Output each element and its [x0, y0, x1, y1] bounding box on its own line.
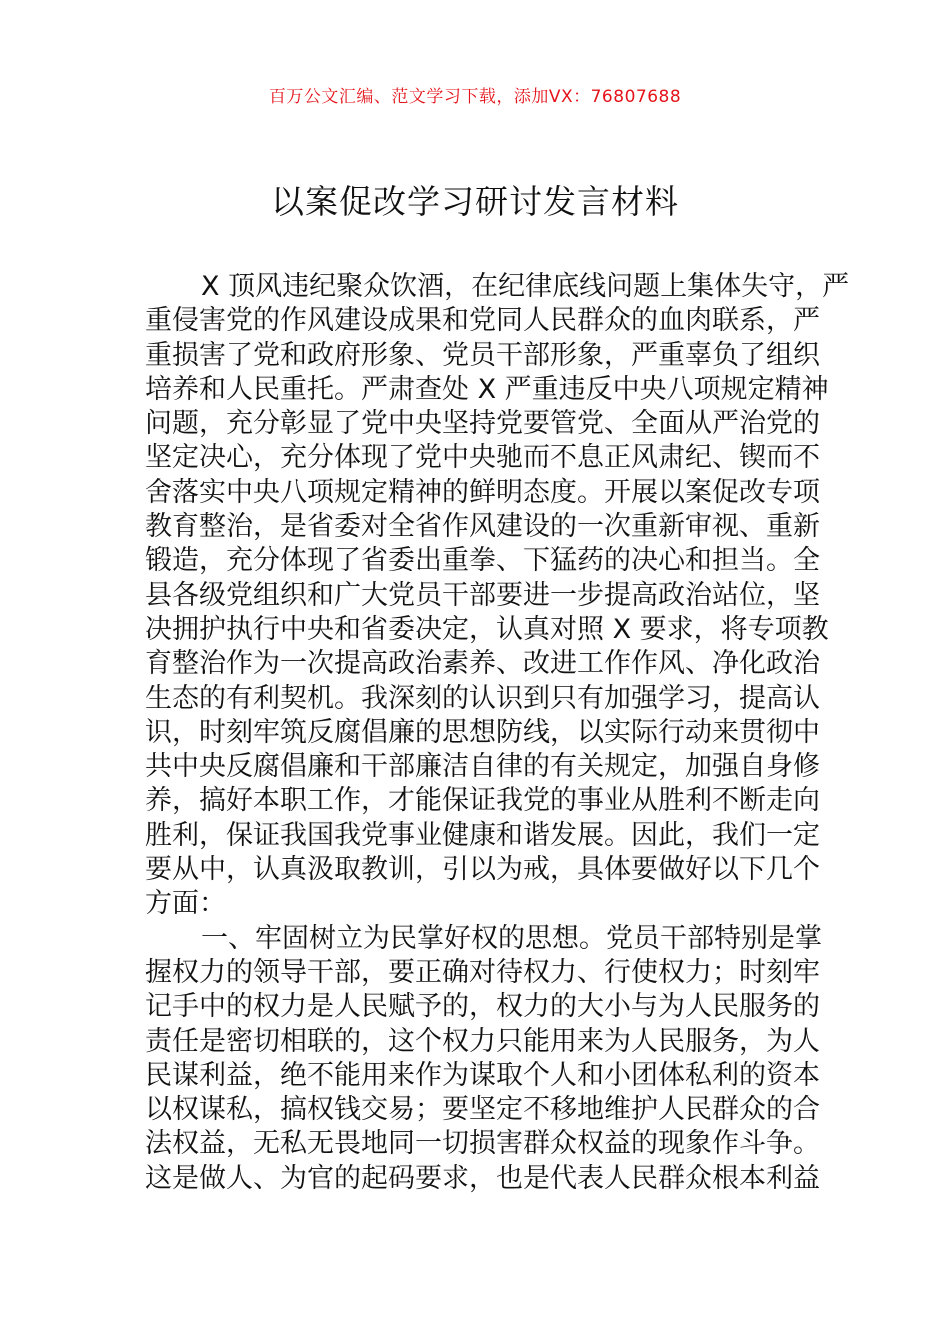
paragraph-2-line-5: 民谋利益，绝不能用来作为谋取个人和小团体私利的资本	[145, 1059, 820, 1091]
paragraph-1-line-12: 育整治作为一次提高政治素养、改进工作作风、净化政治	[145, 648, 820, 680]
paragraph-2-line-2: 握权力的领导干部，要正确对待权力、行使权力；时刻牢	[145, 956, 820, 988]
paragraph-1-line-19: 方面：	[145, 888, 226, 920]
paragraph-1-line-2: 重侵害党的作风建设成果和党同人民群众的血肉联系，严	[145, 305, 820, 337]
paragraph-1-line-15: 共中央反腐倡廉和干部廉洁自律的有关规定，加强自身修	[145, 751, 820, 783]
paragraph-2-line-7: 法权益，无私无畏地同一切损害群众权益的现象作斗争。	[145, 1128, 820, 1160]
paragraph-1-line-6: 坚定决心，充分体现了党中央驰而不息正风肃纪、锲而不	[145, 442, 820, 474]
header-promo-note: 百万公文汇编、范文学习下载，添加VX：76807688	[268, 87, 682, 107]
paragraph-1-line-18: 要从中，认真汲取教训，引以为戒，具体要做好以下几个	[145, 854, 820, 886]
paragraph-2-line-8: 这是做人、为官的起码要求，也是代表人民群众根本利益	[145, 1162, 820, 1194]
paragraph-1-line-5: 问题，充分彰显了党中央坚持党要管党、全面从严治党的	[145, 408, 820, 440]
paragraph-1-line-11: 决拥护执行中央和省委决定，认真对照 X 要求，将专项教	[145, 613, 829, 645]
paragraph-2-line-6: 以权谋私，搞权钱交易；要坚定不移地维护人民群众的合	[145, 1094, 820, 1126]
paragraph-1-line-4: 培养和人民重托。严肃查处 X 严重违反中央八项规定精神	[145, 373, 829, 405]
paragraph-1-line-14: 识，时刻牢筑反腐倡廉的思想防线，以实际行动来贯彻中	[145, 716, 820, 748]
paragraph-1-line-17: 胜利，保证我国我党事业健康和谐发展。因此，我们一定	[145, 819, 820, 851]
paragraph-1-line-13: 生态的有利契机。我深刻的认识到只有加强学习，提高认	[145, 682, 820, 714]
paragraph-1-line-7: 舍落实中央八项规定精神的鲜明态度。开展以案促改专项	[145, 476, 820, 508]
paragraph-1-line-8: 教育整治，是省委对全省作风建设的一次重新审视、重新	[145, 511, 820, 543]
paragraph-1-line-9: 锻造，充分体现了省委出重拳、下猛药的决心和担当。全	[145, 545, 820, 577]
document-body	[145, 270, 850, 1196]
paragraph-1-line-16: 养，搞好本职工作，才能保证我党的事业从胜利不断走向	[145, 785, 820, 817]
paragraph-1-line-1: X 顶风违纪聚众饮酒，在纪律底线问题上集体失守，严	[201, 271, 850, 302]
document-title: 以案促改学习研讨发言材料	[271, 182, 679, 221]
paragraph-2-line-4: 责任是密切相联的，这个权力只能用来为人民服务，为人	[145, 1025, 820, 1057]
paragraph-2-line-3: 记手中的权力是人民赋予的，权力的大小与为人民服务的	[145, 991, 820, 1023]
paragraph-1-line-3: 重损害了党和政府形象、党员干部形象，严重辜负了组织	[145, 339, 820, 371]
paragraph-1-line-10: 县各级党组织和广大党员干部要进一步提高政治站位，坚	[145, 579, 820, 611]
paragraph-2-line-1: 一、牢固树立为民掌好权的思想。党员干部特别是掌	[201, 922, 822, 954]
